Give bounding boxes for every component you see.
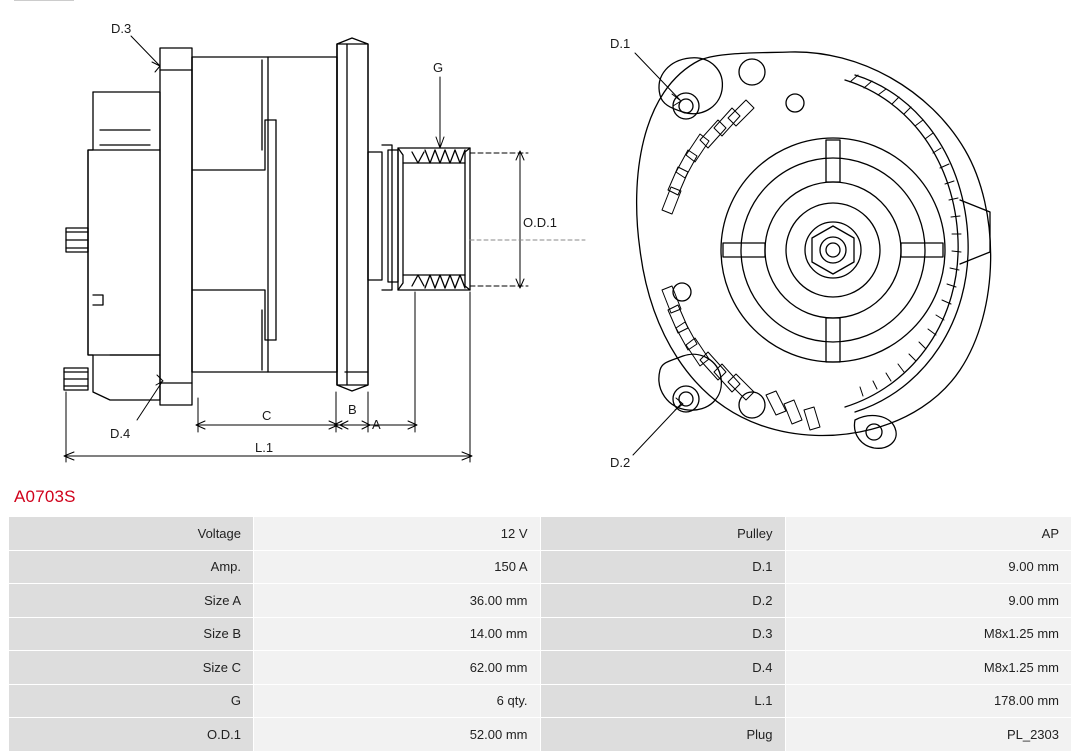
spec-label: D.3 xyxy=(540,617,785,651)
spec-label: Pulley xyxy=(540,517,785,551)
spec-value: 178.00 mm xyxy=(785,684,1072,718)
spec-label: Voltage xyxy=(9,517,254,551)
callout-l1: L.1 xyxy=(255,440,274,455)
spec-label: G xyxy=(9,684,254,718)
spec-value: 14.00 mm xyxy=(254,617,541,651)
spec-value: 9.00 mm xyxy=(785,550,1072,584)
spec-value: 62.00 mm xyxy=(254,651,541,685)
spec-value: 52.00 mm xyxy=(254,718,541,752)
table-row xyxy=(9,684,1072,718)
spec-label: L.1 xyxy=(540,684,785,718)
callout-a: A xyxy=(372,417,381,432)
callout-b: B xyxy=(348,402,357,417)
callout-c: C xyxy=(262,408,272,423)
spec-value: M8x1.25 mm xyxy=(785,651,1072,685)
side-view-group xyxy=(64,38,470,405)
callout-d1: D.1 xyxy=(610,36,631,51)
callout-d4: D.4 xyxy=(110,426,131,441)
spec-value: 150 A xyxy=(254,550,541,584)
table-row xyxy=(9,517,1072,551)
spec-value: 9.00 mm xyxy=(785,584,1072,618)
spec-label: Size C xyxy=(9,651,254,685)
spec-value: PL_2303 xyxy=(785,718,1072,752)
table-row xyxy=(9,651,1072,685)
spec-value: M8x1.25 mm xyxy=(785,617,1072,651)
spec-label: D.4 xyxy=(540,651,785,685)
front-view-group xyxy=(637,52,991,448)
callout-g: G xyxy=(433,60,444,75)
spec-value: 6 qty. xyxy=(254,684,541,718)
callout-d2: D.2 xyxy=(610,455,631,470)
part-number: A0703S xyxy=(14,487,76,506)
spec-label: Size A xyxy=(9,584,254,618)
specifications-table xyxy=(8,516,1072,752)
spec-label: O.D.1 xyxy=(9,718,254,752)
table-row xyxy=(9,550,1072,584)
callout-d3: D.3 xyxy=(111,21,132,36)
table-row xyxy=(9,584,1072,618)
spec-label: Size B xyxy=(9,617,254,651)
spec-label: Plug xyxy=(540,718,785,752)
table-row xyxy=(9,617,1072,651)
spec-value: 12 V xyxy=(254,517,541,551)
spec-label: Amp. xyxy=(9,550,254,584)
spec-value: AP xyxy=(785,517,1072,551)
spec-label: D.1 xyxy=(540,550,785,584)
callout-od1: O.D.1 xyxy=(523,215,557,230)
spec-value: 36.00 mm xyxy=(254,584,541,618)
table-row xyxy=(9,718,1072,752)
spec-label: D.2 xyxy=(540,584,785,618)
